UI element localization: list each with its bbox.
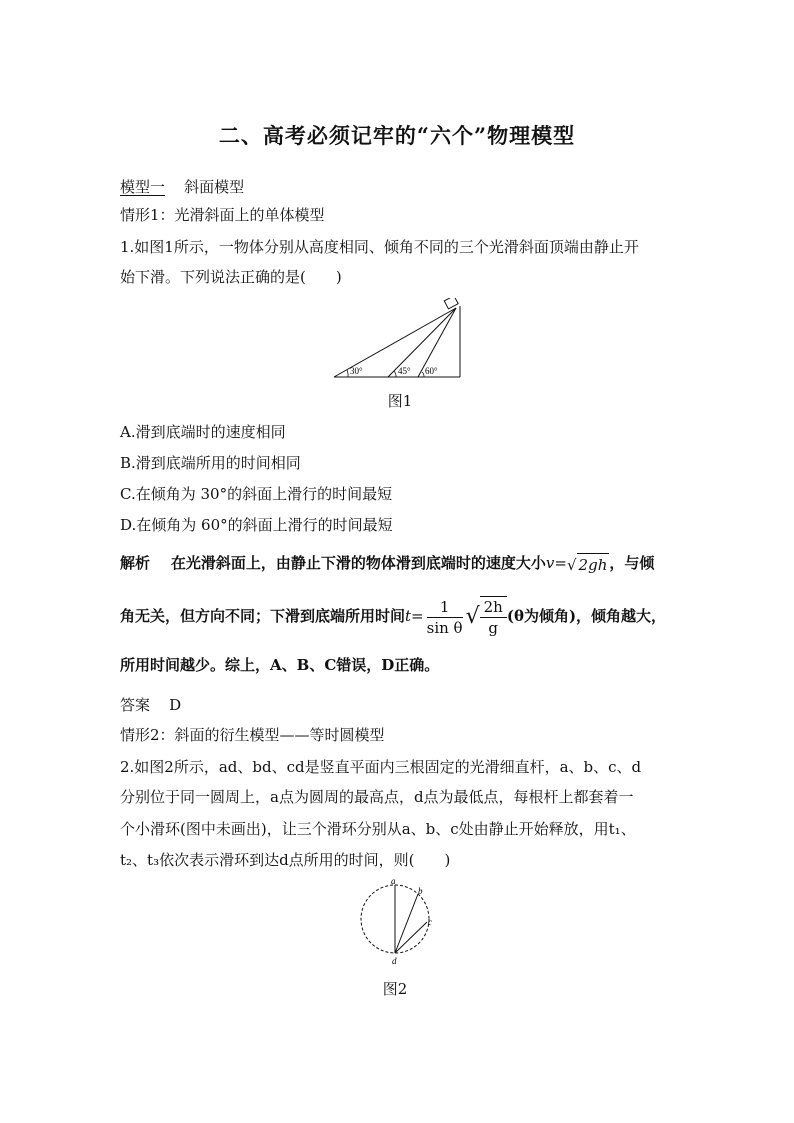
sqrt-fraction — [480, 596, 507, 638]
time-sqrt: √ $\frac{2h}{g}$ — [466, 596, 507, 638]
page-title: 二、高考必须记牢的“六个”物理模型 — [218, 123, 576, 148]
answer-label: 答案 — [120, 696, 151, 714]
fig2-label-a: a — [391, 876, 396, 886]
q2-line3: 个小滑环(图中未画出)，让三个滑环分别从a、b、c处由静止开始释放，用t₁、 — [120, 820, 636, 838]
fig1-block — [444, 298, 458, 309]
figure1-incline-diagram — [330, 298, 470, 382]
figure2-circle-diagram — [355, 876, 435, 966]
q1-line1: 1.如图1所示，一物体分别从高度相同、倾角不同的三个光滑斜面顶端由静止开 — [120, 238, 639, 256]
model-heading — [120, 176, 244, 198]
fraction-numerator: 1 — [427, 597, 463, 618]
option-d: D.在倾角为 60°的斜面上滑行的时间最短 — [120, 516, 393, 534]
time-symbol: t — [405, 607, 412, 625]
case2-heading: 情形2：斜面的衍生模型——等时圆模型 — [120, 726, 385, 744]
velocity-symbol: v — [545, 554, 555, 572]
case1-heading: 情形1：光滑斜面上的单体模型 — [120, 206, 325, 224]
fig1-arc-30 — [347, 370, 348, 377]
fig2-label-b: b — [418, 886, 423, 896]
fig1-arc-60 — [422, 372, 424, 377]
analysis-line2 — [120, 596, 666, 638]
fig1-angle-45: 45° — [398, 366, 411, 376]
equals-1: = — [554, 554, 567, 572]
equals-2: = — [411, 607, 424, 625]
velocity-sqrt: √ 2gh — [567, 553, 609, 576]
fraction-denominator: sin θ — [426, 618, 463, 637]
q2-line1: 2.如图2所示，ad、bd、cd是竖直平面内三根固定的光滑细直杆，a、b、c、d — [120, 758, 642, 776]
analysis-text-2a: 角无关，但方向不同；下滑到底端所用时间 — [120, 607, 406, 625]
model-label: 模型一 — [120, 178, 166, 196]
fig1-angle-60: 60° — [425, 366, 438, 376]
fig1-arc-45 — [394, 371, 396, 377]
option-a: A.滑到底端时的速度相同 — [120, 423, 286, 441]
q2-line4: t₂、t₃依次表示滑环到达d点所用的时间，则( ) — [120, 851, 451, 869]
velocity-radicand: 2gh — [577, 553, 610, 576]
analysis-text-2b: (θ为倾角)，倾角越大， — [506, 607, 667, 625]
figure2-caption: 图2 — [382, 980, 408, 998]
fig2-rod-bd — [395, 894, 418, 953]
analysis-label: 解析 — [120, 554, 151, 572]
fig1-angle-30: 30° — [350, 366, 363, 376]
answer-value: D — [169, 696, 182, 714]
option-c: C.在倾角为 30°的斜面上滑行的时间最短 — [120, 485, 393, 503]
time-fraction — [427, 597, 463, 638]
answer-line — [120, 694, 181, 716]
q1-line2: 始下滑。下列说法正确的是( ) — [120, 268, 342, 286]
figure1-caption: 图1 — [387, 392, 413, 410]
fig2-rod-cd — [395, 922, 427, 953]
analysis-line3: 所用时间越少。综上，A、B、C错误，D正确。 — [120, 656, 440, 674]
analysis-text-1a: 在光滑斜面上，由静止下滑的物体滑到底端时的速度大小 — [170, 554, 546, 572]
analysis-text-1b: ，与倾 — [609, 554, 655, 572]
sqrt-denominator: g — [488, 619, 499, 637]
fig2-label-d: d — [392, 956, 397, 966]
analysis-line1 — [120, 552, 654, 576]
sqrt-numerator: 2h — [480, 597, 507, 618]
model-name: 斜面模型 — [184, 178, 245, 196]
q2-line2: 分别位于同一圆周上，a点为圆周的最高点，d点为最低点，每根杆上都套着一 — [120, 788, 634, 806]
option-b: B.滑到底端所用的时间相同 — [120, 454, 301, 472]
fig2-label-c: c — [428, 917, 432, 927]
